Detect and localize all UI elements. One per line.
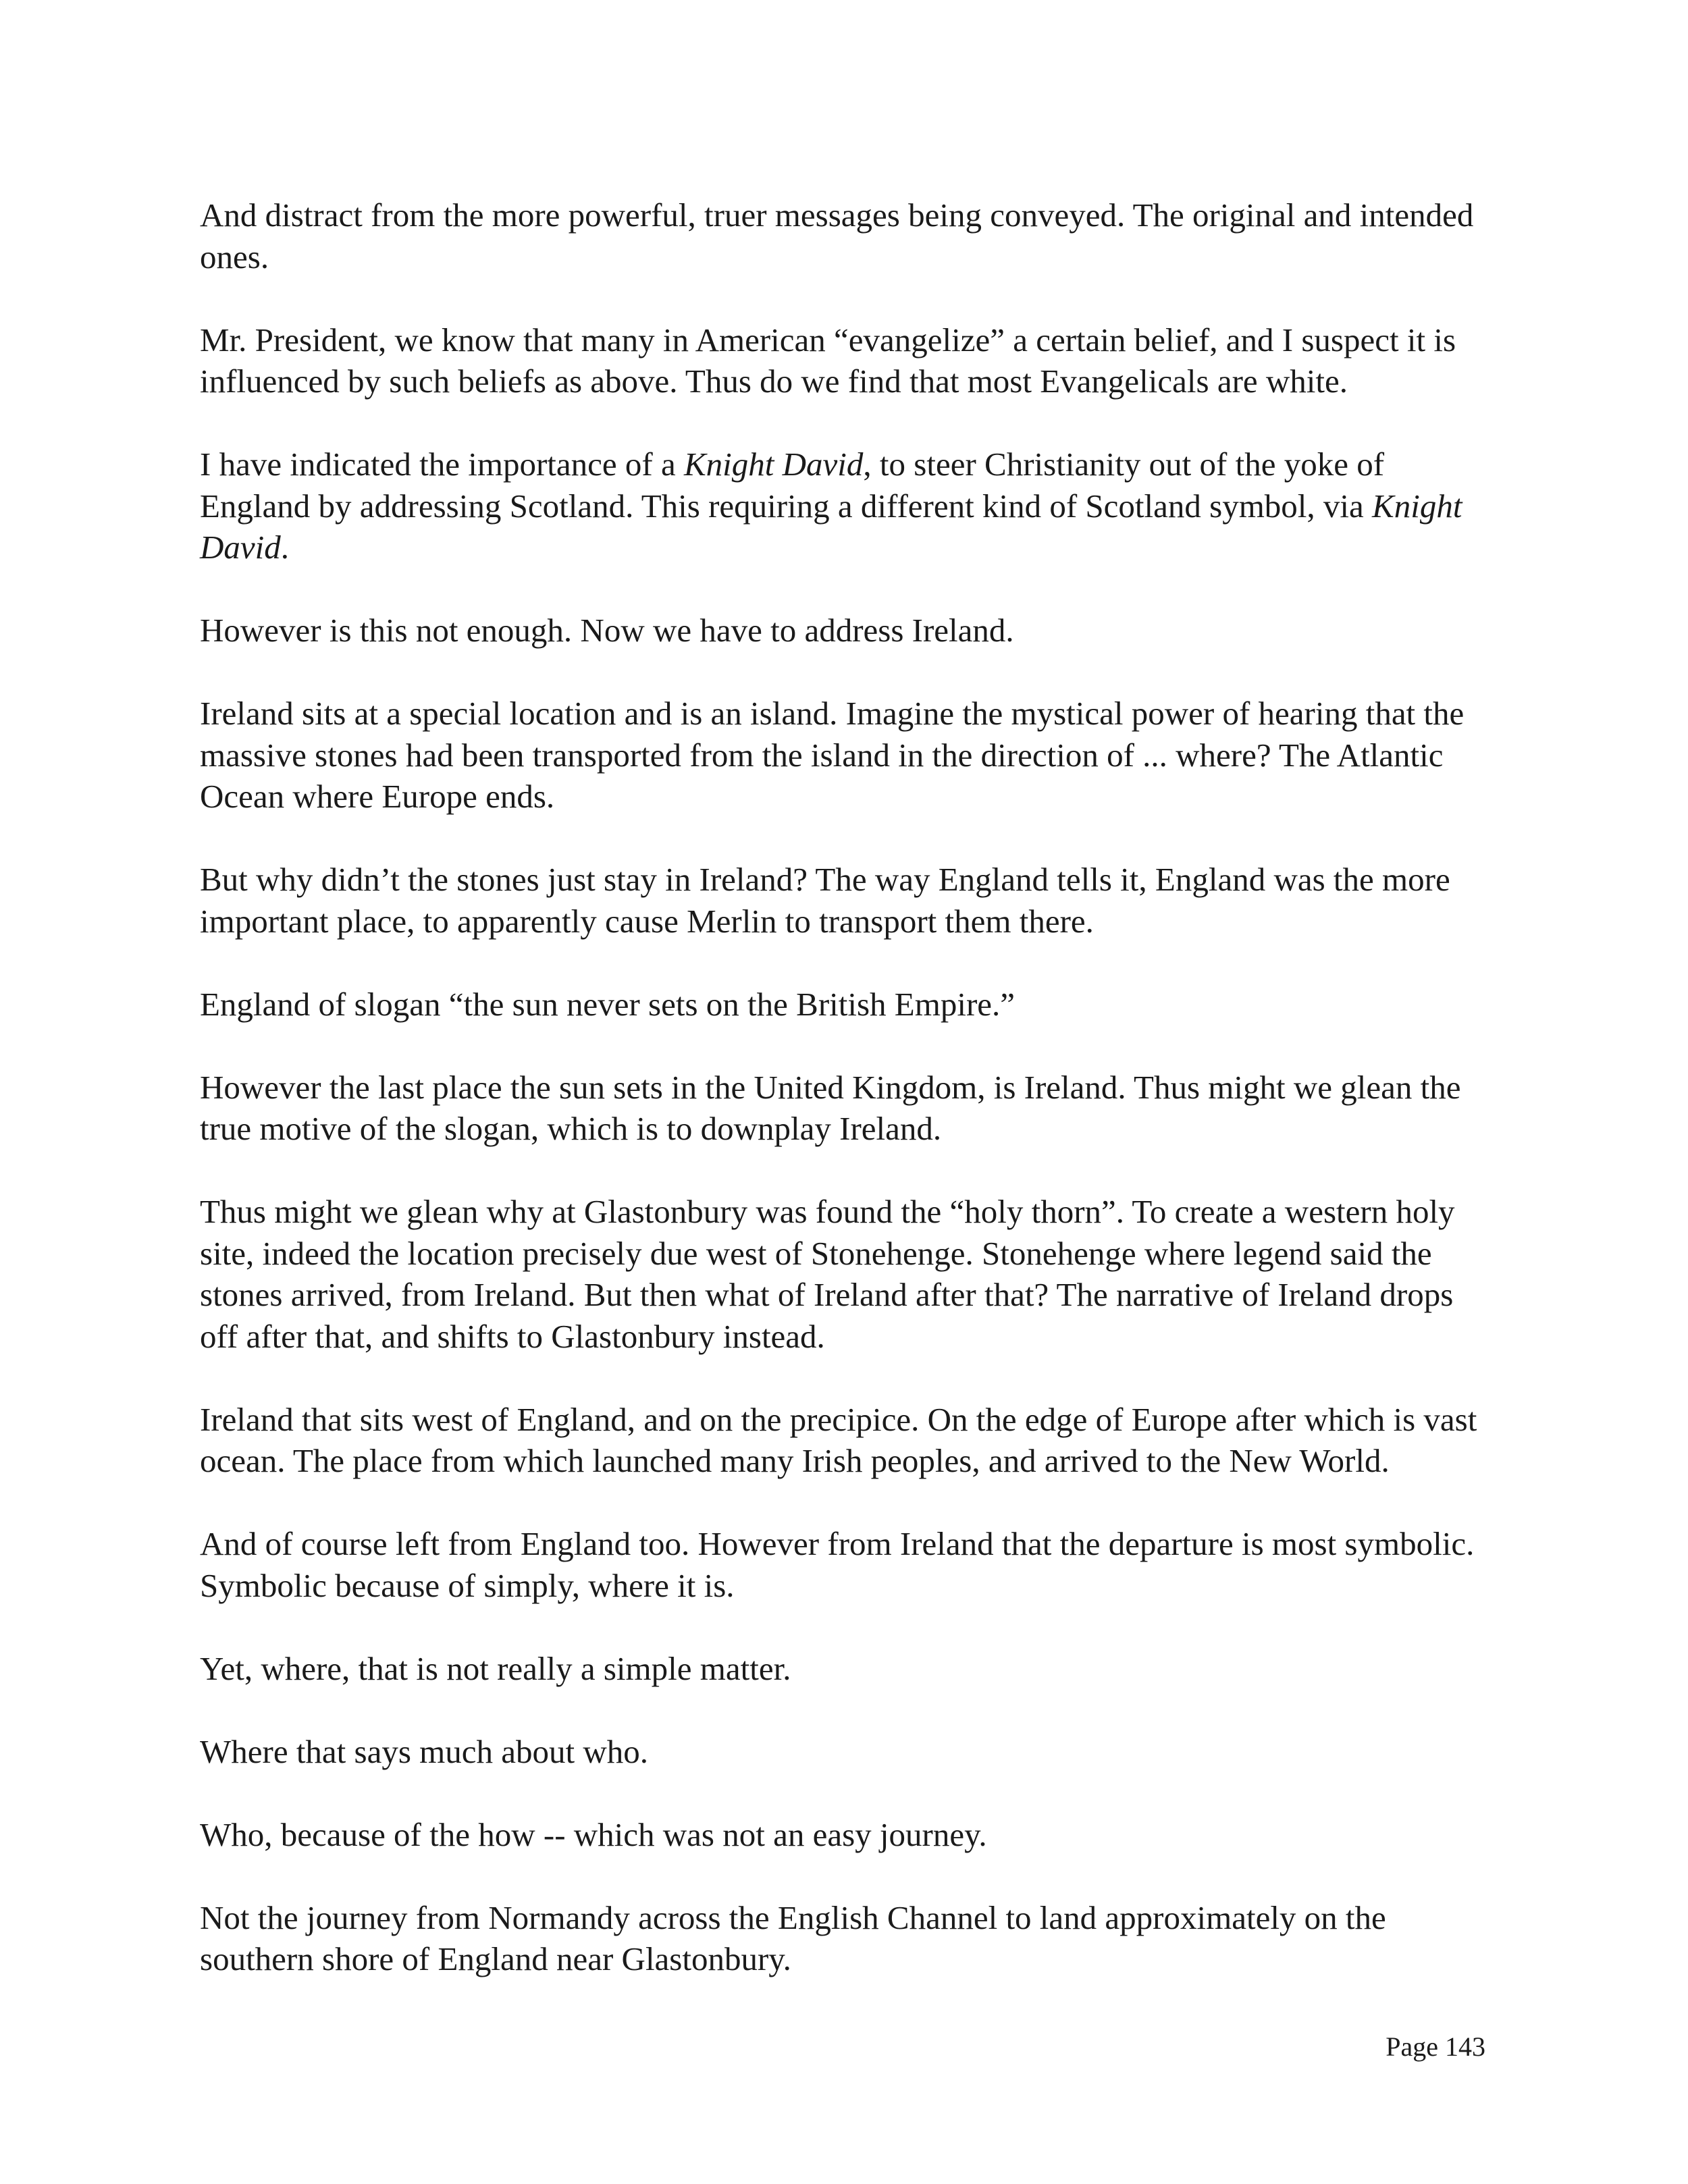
paragraph-6: But why didn’t the stones just stay in Ireland? The way England tells it, England was the more important place, to apparently cause Merlin to transport them there.	[200, 861, 1450, 940]
paragraph-4: However is this not enough. Now we have to address Ireland.	[200, 612, 1014, 649]
paragraph-7: England of slogan “the sun never sets on the British Empire.”	[200, 985, 1016, 1023]
knight-david-italic: Knight David	[683, 446, 864, 483]
paragraph-12: Yet, where, that is not really a simple matter.	[200, 1649, 791, 1687]
paragraph-5: Ireland sits at a special location and is an island. Imagine the mystical power of hearing that the massive stones had been transported from the island in the direction of ... where? The Atlantic Ocean where Europe ends.	[200, 695, 1465, 815]
paragraph-1: And distract from the more powerful, truer messages being conveyed. The original and intended ones.	[200, 196, 1474, 275]
paragraph-8: However the last place the sun sets in the United Kingdom, is Ireland. Thus might we glean the true motive of the slogan, which is to downplay Ireland.	[200, 1068, 1461, 1147]
paragraph-13: Where that says much about who.	[200, 1732, 649, 1770]
paragraph-3-part-3: .	[280, 529, 289, 566]
knight-david-italic: Knight David	[200, 487, 1462, 566]
paragraph-3	[200, 444, 1496, 568]
paragraph-2: Mr. President, we know that many in American “evangelize” a certain belief, and I suspect it is influenced by such beliefs as above. Thus do we find that most Evangelicals are white.	[200, 321, 1456, 400]
body-text	[200, 194, 1496, 1980]
paragraph-11: And of course left from England too. However from Ireland that the departure is most symbolic. Symbolic because of simply, where it is.	[200, 1525, 1475, 1604]
paragraph-9: Thus might we glean why at Glastonbury was found the “holy thorn”. To create a western holy site, indeed the location precisely due west of Stonehenge. Stonehenge where legend said the stones arrived, from Ireland. But then what of Ireland after that? The narrative of Ireland drops off after that, and shifts to Glastonbury instead.	[200, 1193, 1455, 1355]
page-number: Page 143	[1386, 2031, 1485, 2062]
paragraph-10: Ireland that sits west of England, and on the precipice. On the edge of Europe after which is vast ocean. The place from which launched many Irish peoples, and arrived to the New World.	[200, 1400, 1477, 1479]
paragraph-15: Not the journey from Normandy across the English Channel to land approximately on the southern shore of England near Glastonbury.	[200, 1898, 1386, 1977]
paragraph-14: Who, because of the how -- which was not an easy journey.	[200, 1815, 987, 1853]
paragraph-3-part-1: I have indicated the importance of a	[200, 446, 684, 483]
paragraph-3-part-2: , to steer Christianity out of the yoke of England by addressing Scotland. This requiring a different kind of Scotland symbol, via	[200, 446, 1385, 525]
